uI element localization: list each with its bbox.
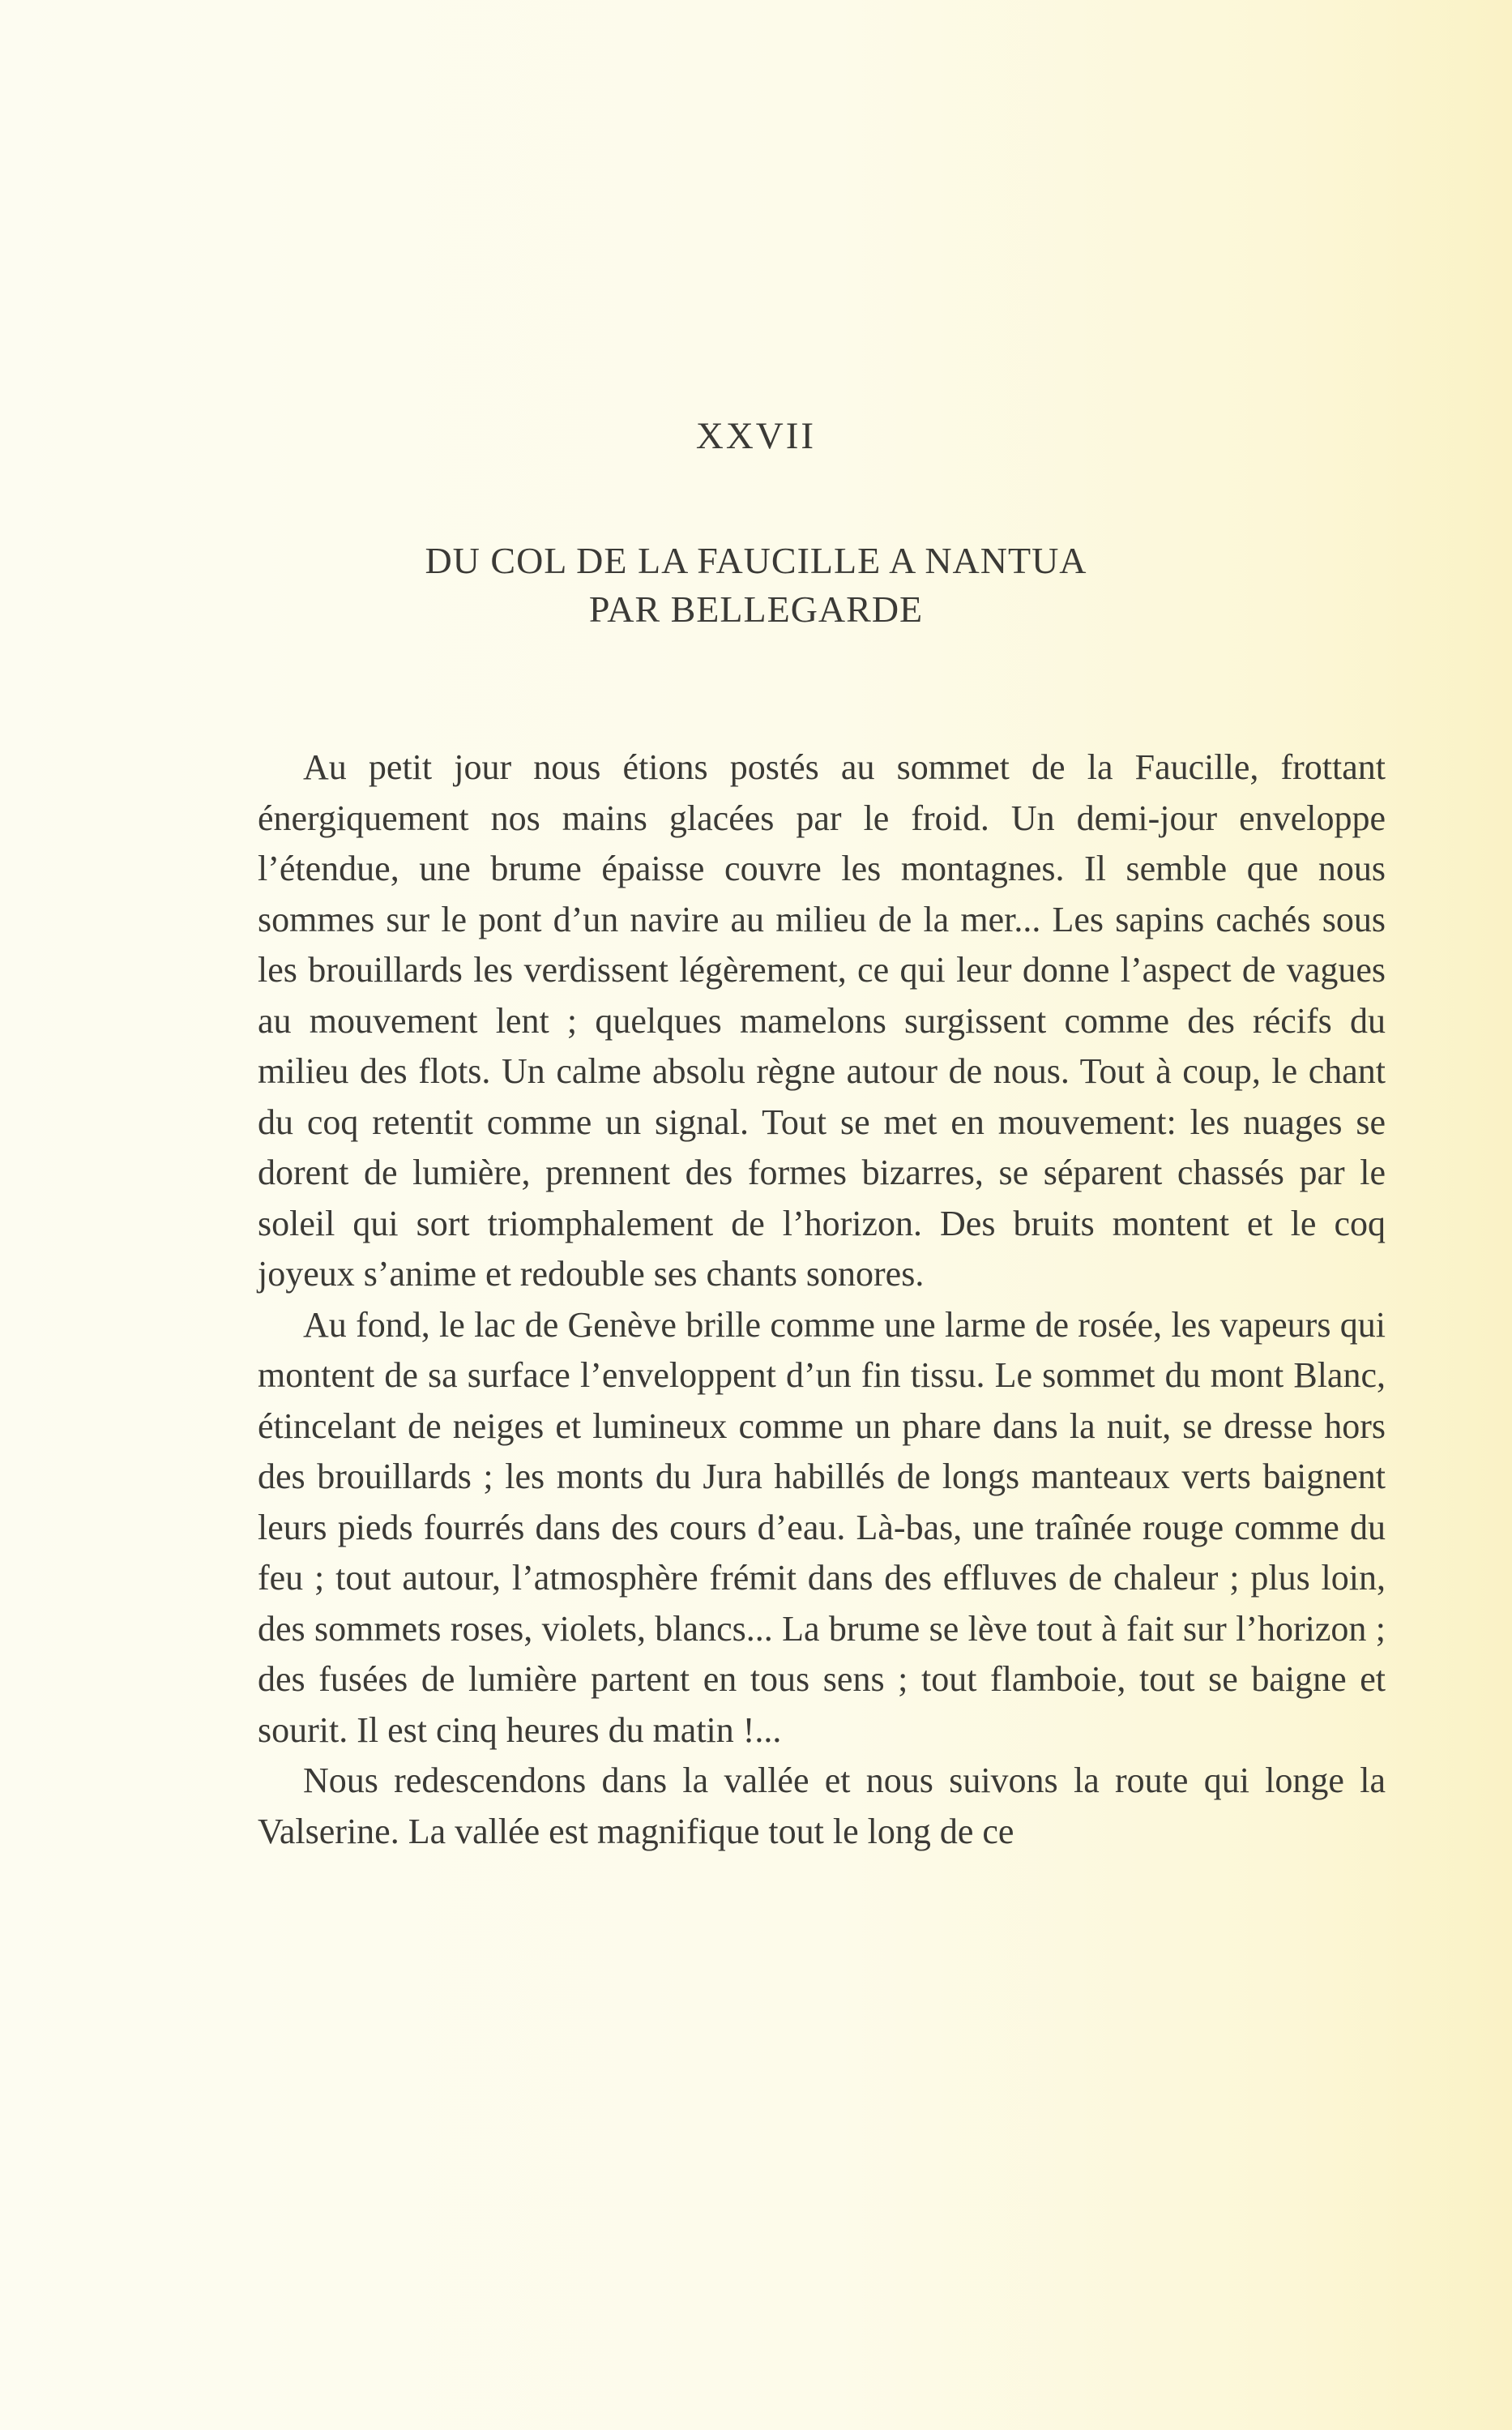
paragraph: Au petit jour nous étions postés au sommet de la Faucille, frottant énergiquement nos mains glacées par le froid. Un demi-jour enveloppe l’étendue, une brume épaisse couvre les montagnes. Il semble que nous sommes sur le pont d’un navire au milieu de la mer... Les sapins cachés sous les brouillards les verdissent légèrement, ce qui leur donne l’aspect de vagues au mouvement lent ; quelques mamelons surgissent comme des récifs du milieu des flots. Un calme absolu règne autour de nous. Tout à coup, le chant du coq retentit comme un signal. Tout se met en mouvement: les nuages se dorent de lumière, prennent des formes bizarres, se séparent chassés par le soleil qui sort triomphalement de l’horizon. Des bruits montent et le coq joyeux s’anime et redouble ses chants sonores. <box>258 747 1386 1294</box>
chapter-title-line: DU COL DE LA FAUCILLE A NANTUA <box>425 540 1087 581</box>
chapter-title <box>0 537 1512 634</box>
chapter-title-line: PAR BELLEGARDE <box>588 588 924 630</box>
paragraph: Au fond, le lac de Genève brille comme une larme de rosée, les vapeurs qui montent de sa surface l’enveloppent d’un fin tissu. Le sommet du mont Blanc, étincelant de neiges et lumineux comme un phare dans la nuit, se dresse hors des brouillards ; les monts du Jura habillés de longs manteaux verts baignent leurs pieds fourrés dans des cours d’eau. Là-bas, une traînée rouge comme du feu ; tout autour, l’atmosphère frémit dans des effluves de chaleur ; plus loin, des sommets roses, violets, blancs... La brume se lève tout à fait sur l’horizon ; des fusées de lumière partent en tous sens ; tout flamboie, tout se baigne et sourit. Il est cinq heures du matin !... <box>258 1304 1386 1750</box>
paragraph: Nous redescendons dans la vallée et nous suivons la route qui longe la Valserine. La vallée est magnifique tout le long de ce <box>258 1760 1386 1851</box>
body-text <box>258 742 1386 1857</box>
chapter-number: XXVII <box>695 415 817 457</box>
